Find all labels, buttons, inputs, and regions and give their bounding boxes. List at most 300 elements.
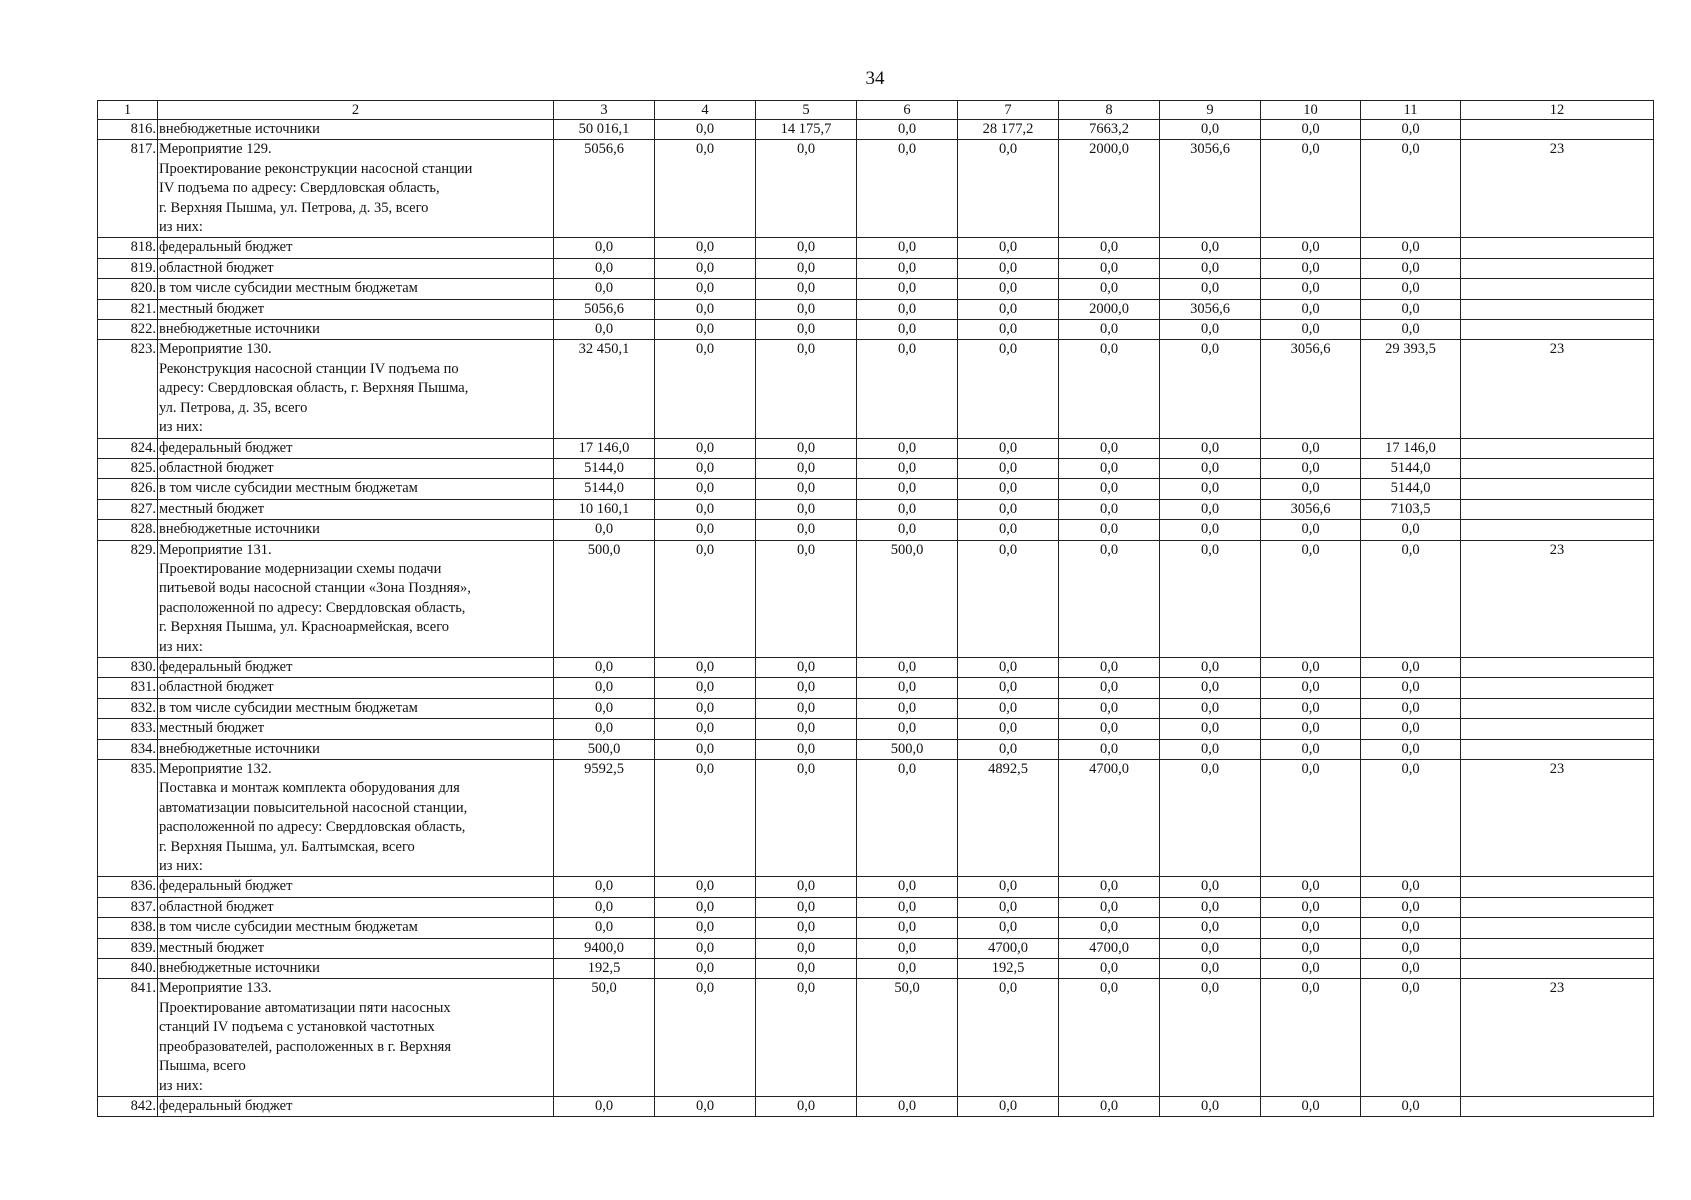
value-cell: 0,0 bbox=[1160, 959, 1261, 979]
value-cell: 0,0 bbox=[1261, 959, 1361, 979]
row-number: 833. bbox=[98, 719, 158, 739]
value-cell: 0,0 bbox=[1160, 540, 1261, 657]
value-cell: 0,0 bbox=[857, 279, 958, 299]
value-cell: 0,0 bbox=[655, 120, 756, 140]
value-cell: 0,0 bbox=[1160, 657, 1261, 677]
value-cell: 0,0 bbox=[958, 258, 1059, 278]
row-number: 817. bbox=[98, 140, 158, 238]
row-number: 826. bbox=[98, 479, 158, 499]
value-cell: 0,0 bbox=[1160, 719, 1261, 739]
note-cell bbox=[1461, 258, 1654, 278]
value-cell: 0,0 bbox=[1059, 499, 1160, 519]
value-cell: 0,0 bbox=[1261, 760, 1361, 877]
value-cell: 0,0 bbox=[1160, 760, 1261, 877]
table-row bbox=[98, 739, 1654, 759]
value-cell: 0,0 bbox=[655, 918, 756, 938]
value-cell: 5056,6 bbox=[554, 299, 655, 319]
row-name: федеральный бюджет bbox=[158, 877, 554, 897]
note-cell bbox=[1461, 698, 1654, 718]
value-cell: 0,0 bbox=[756, 540, 857, 657]
row-number: 825. bbox=[98, 458, 158, 478]
value-cell: 0,0 bbox=[655, 258, 756, 278]
value-cell: 0,0 bbox=[554, 279, 655, 299]
value-cell: 0,0 bbox=[1160, 340, 1261, 438]
row-number: 832. bbox=[98, 698, 158, 718]
table-row bbox=[98, 479, 1654, 499]
value-cell: 0,0 bbox=[655, 320, 756, 340]
value-cell: 0,0 bbox=[857, 918, 958, 938]
value-cell: 0,0 bbox=[1059, 279, 1160, 299]
value-cell: 0,0 bbox=[655, 540, 756, 657]
value-cell: 0,0 bbox=[756, 959, 857, 979]
value-cell: 0,0 bbox=[1361, 719, 1461, 739]
row-number: 819. bbox=[98, 258, 158, 278]
value-cell: 0,0 bbox=[857, 897, 958, 917]
value-cell: 0,0 bbox=[554, 320, 655, 340]
row-name: внебюджетные источники bbox=[158, 959, 554, 979]
value-cell: 4700,0 bbox=[1059, 760, 1160, 877]
value-cell: 0,0 bbox=[1361, 739, 1461, 759]
value-cell: 0,0 bbox=[756, 238, 857, 258]
value-cell: 0,0 bbox=[1361, 678, 1461, 698]
value-cell: 3056,6 bbox=[1261, 499, 1361, 519]
value-cell: 0,0 bbox=[1361, 520, 1461, 540]
row-number: 838. bbox=[98, 918, 158, 938]
value-cell: 0,0 bbox=[857, 698, 958, 718]
table-row bbox=[98, 938, 1654, 958]
value-cell: 0,0 bbox=[756, 499, 857, 519]
value-cell: 0,0 bbox=[1361, 1096, 1461, 1116]
value-cell: 0,0 bbox=[1160, 979, 1261, 1096]
value-cell: 0,0 bbox=[857, 479, 958, 499]
value-cell: 0,0 bbox=[554, 657, 655, 677]
value-cell: 0,0 bbox=[655, 479, 756, 499]
column-number: 12 bbox=[1461, 101, 1654, 120]
value-cell: 0,0 bbox=[655, 719, 756, 739]
column-number-row bbox=[98, 101, 1654, 120]
note-cell bbox=[1461, 877, 1654, 897]
table-row bbox=[98, 258, 1654, 278]
row-name: федеральный бюджет bbox=[158, 1096, 554, 1116]
row-name: Мероприятие 133. Проектирование автоматизации пяти насосных станций IV подъема с установкой частотных преобразователей, расположенных в г. Верхняя Пышма, всего из них: bbox=[158, 979, 554, 1096]
row-number: 827. bbox=[98, 499, 158, 519]
value-cell: 0,0 bbox=[1160, 897, 1261, 917]
value-cell: 0,0 bbox=[756, 279, 857, 299]
note-cell bbox=[1461, 719, 1654, 739]
row-number: 828. bbox=[98, 520, 158, 540]
note-cell: 23 bbox=[1461, 760, 1654, 877]
row-name: областной бюджет bbox=[158, 897, 554, 917]
value-cell: 7103,5 bbox=[1361, 499, 1461, 519]
value-cell: 5144,0 bbox=[1361, 479, 1461, 499]
column-number: 11 bbox=[1361, 101, 1461, 120]
table-row bbox=[98, 320, 1654, 340]
value-cell: 5144,0 bbox=[554, 458, 655, 478]
row-name: в том числе субсидии местным бюджетам bbox=[158, 698, 554, 718]
value-cell: 0,0 bbox=[554, 698, 655, 718]
budget-table bbox=[97, 100, 1654, 1117]
table-row bbox=[98, 540, 1654, 657]
value-cell: 0,0 bbox=[655, 760, 756, 877]
value-cell: 0,0 bbox=[1059, 719, 1160, 739]
row-name: внебюджетные источники bbox=[158, 320, 554, 340]
column-number: 2 bbox=[158, 101, 554, 120]
value-cell: 0,0 bbox=[1361, 238, 1461, 258]
value-cell: 0,0 bbox=[655, 1096, 756, 1116]
value-cell: 0,0 bbox=[554, 1096, 655, 1116]
value-cell: 0,0 bbox=[1261, 320, 1361, 340]
value-cell: 0,0 bbox=[958, 877, 1059, 897]
value-cell: 0,0 bbox=[1059, 1096, 1160, 1116]
value-cell: 0,0 bbox=[1261, 520, 1361, 540]
value-cell: 0,0 bbox=[1261, 739, 1361, 759]
table-row bbox=[98, 299, 1654, 319]
value-cell: 0,0 bbox=[756, 877, 857, 897]
value-cell: 0,0 bbox=[655, 979, 756, 1096]
value-cell: 0,0 bbox=[655, 299, 756, 319]
table-row bbox=[98, 279, 1654, 299]
value-cell: 500,0 bbox=[554, 540, 655, 657]
value-cell: 0,0 bbox=[958, 299, 1059, 319]
value-cell: 0,0 bbox=[1261, 458, 1361, 478]
value-cell: 2000,0 bbox=[1059, 140, 1160, 238]
row-number: 823. bbox=[98, 340, 158, 438]
row-number: 834. bbox=[98, 739, 158, 759]
value-cell: 0,0 bbox=[1160, 1096, 1261, 1116]
row-number: 816. bbox=[98, 120, 158, 140]
value-cell: 0,0 bbox=[1059, 438, 1160, 458]
value-cell: 0,0 bbox=[1059, 877, 1160, 897]
value-cell: 0,0 bbox=[1160, 279, 1261, 299]
value-cell: 0,0 bbox=[1261, 897, 1361, 917]
value-cell: 0,0 bbox=[655, 340, 756, 438]
note-cell: 23 bbox=[1461, 340, 1654, 438]
row-name: внебюджетные источники bbox=[158, 739, 554, 759]
value-cell: 17 146,0 bbox=[554, 438, 655, 458]
row-name: областной бюджет bbox=[158, 458, 554, 478]
row-name: внебюджетные источники bbox=[158, 120, 554, 140]
table-row bbox=[98, 719, 1654, 739]
value-cell: 0,0 bbox=[1361, 120, 1461, 140]
value-cell: 0,0 bbox=[655, 897, 756, 917]
note-cell bbox=[1461, 238, 1654, 258]
value-cell: 0,0 bbox=[1160, 678, 1261, 698]
value-cell: 0,0 bbox=[857, 959, 958, 979]
row-name: внебюджетные источники bbox=[158, 520, 554, 540]
value-cell: 0,0 bbox=[857, 657, 958, 677]
row-number: 839. bbox=[98, 938, 158, 958]
value-cell: 0,0 bbox=[1160, 320, 1261, 340]
value-cell: 0,0 bbox=[1160, 458, 1261, 478]
row-name: Мероприятие 130. Реконструкция насосной станции IV подъема по адресу: Свердловская область, г. Верхняя Пышма, ул. Петрова, д. 35, всего из них: bbox=[158, 340, 554, 438]
value-cell: 0,0 bbox=[756, 299, 857, 319]
value-cell: 0,0 bbox=[756, 320, 857, 340]
value-cell: 0,0 bbox=[1059, 918, 1160, 938]
table-row bbox=[98, 979, 1654, 1096]
value-cell: 0,0 bbox=[1261, 1096, 1361, 1116]
value-cell: 0,0 bbox=[655, 238, 756, 258]
value-cell: 0,0 bbox=[857, 438, 958, 458]
value-cell: 0,0 bbox=[1361, 657, 1461, 677]
value-cell: 29 393,5 bbox=[1361, 340, 1461, 438]
value-cell: 0,0 bbox=[857, 458, 958, 478]
value-cell: 0,0 bbox=[1361, 897, 1461, 917]
row-name: местный бюджет bbox=[158, 499, 554, 519]
note-cell bbox=[1461, 678, 1654, 698]
column-number: 9 bbox=[1160, 101, 1261, 120]
value-cell: 0,0 bbox=[1160, 238, 1261, 258]
value-cell: 0,0 bbox=[857, 499, 958, 519]
value-cell: 0,0 bbox=[958, 719, 1059, 739]
value-cell: 0,0 bbox=[1261, 438, 1361, 458]
value-cell: 0,0 bbox=[756, 938, 857, 958]
row-number: 836. bbox=[98, 877, 158, 897]
note-cell bbox=[1461, 520, 1654, 540]
value-cell: 0,0 bbox=[1059, 678, 1160, 698]
value-cell: 5144,0 bbox=[554, 479, 655, 499]
value-cell: 0,0 bbox=[1160, 739, 1261, 759]
row-name: Мероприятие 129. Проектирование реконструкции насосной станции IV подъема по адресу: Свердловская область, г. Верхняя Пышма, ул. Петрова, д. 35, всего из них: bbox=[158, 140, 554, 238]
value-cell: 0,0 bbox=[958, 1096, 1059, 1116]
table-row bbox=[98, 499, 1654, 519]
value-cell: 0,0 bbox=[1261, 120, 1361, 140]
value-cell: 0,0 bbox=[655, 739, 756, 759]
row-name: Мероприятие 131. Проектирование модернизации схемы подачи питьевой воды насосной станции «Зона Поздняя», расположенной по адресу: Свердловская область, г. Верхняя Пышма, ул. Красноармейская, всего из них: bbox=[158, 540, 554, 657]
value-cell: 0,0 bbox=[857, 877, 958, 897]
note-cell bbox=[1461, 120, 1654, 140]
column-number: 3 bbox=[554, 101, 655, 120]
value-cell: 0,0 bbox=[1261, 678, 1361, 698]
value-cell: 17 146,0 bbox=[1361, 438, 1461, 458]
row-number: 829. bbox=[98, 540, 158, 657]
value-cell: 0,0 bbox=[756, 438, 857, 458]
row-number: 821. bbox=[98, 299, 158, 319]
value-cell: 0,0 bbox=[857, 299, 958, 319]
table-row bbox=[98, 657, 1654, 677]
value-cell: 0,0 bbox=[1261, 979, 1361, 1096]
value-cell: 0,0 bbox=[1361, 877, 1461, 897]
value-cell: 3056,6 bbox=[1261, 340, 1361, 438]
value-cell: 500,0 bbox=[857, 540, 958, 657]
table-row bbox=[98, 760, 1654, 877]
row-number: 841. bbox=[98, 979, 158, 1096]
value-cell: 0,0 bbox=[655, 438, 756, 458]
row-number: 820. bbox=[98, 279, 158, 299]
value-cell: 0,0 bbox=[1059, 520, 1160, 540]
note-cell bbox=[1461, 458, 1654, 478]
row-number: 835. bbox=[98, 760, 158, 877]
value-cell: 0,0 bbox=[655, 279, 756, 299]
value-cell: 0,0 bbox=[958, 320, 1059, 340]
value-cell: 5144,0 bbox=[1361, 458, 1461, 478]
note-cell bbox=[1461, 657, 1654, 677]
value-cell: 0,0 bbox=[655, 499, 756, 519]
value-cell: 0,0 bbox=[958, 918, 1059, 938]
table-row bbox=[98, 458, 1654, 478]
value-cell: 50 016,1 bbox=[554, 120, 655, 140]
value-cell: 9592,5 bbox=[554, 760, 655, 877]
value-cell: 0,0 bbox=[857, 320, 958, 340]
value-cell: 0,0 bbox=[1361, 698, 1461, 718]
value-cell: 0,0 bbox=[1261, 540, 1361, 657]
value-cell: 0,0 bbox=[1361, 938, 1461, 958]
value-cell: 0,0 bbox=[958, 698, 1059, 718]
value-cell: 14 175,7 bbox=[756, 120, 857, 140]
note-cell bbox=[1461, 897, 1654, 917]
value-cell: 0,0 bbox=[857, 719, 958, 739]
value-cell: 4700,0 bbox=[958, 938, 1059, 958]
table-row bbox=[98, 897, 1654, 917]
value-cell: 0,0 bbox=[1160, 258, 1261, 278]
value-cell: 0,0 bbox=[756, 1096, 857, 1116]
note-cell bbox=[1461, 959, 1654, 979]
row-name: местный бюджет bbox=[158, 719, 554, 739]
value-cell: 0,0 bbox=[1160, 520, 1261, 540]
value-cell: 0,0 bbox=[1261, 258, 1361, 278]
value-cell: 0,0 bbox=[1160, 877, 1261, 897]
table-row bbox=[98, 877, 1654, 897]
table-row bbox=[98, 918, 1654, 938]
value-cell: 0,0 bbox=[1261, 938, 1361, 958]
note-cell bbox=[1461, 479, 1654, 499]
value-cell: 0,0 bbox=[958, 678, 1059, 698]
value-cell: 0,0 bbox=[1160, 479, 1261, 499]
note-cell: 23 bbox=[1461, 979, 1654, 1096]
table-row bbox=[98, 698, 1654, 718]
value-cell: 0,0 bbox=[756, 979, 857, 1096]
value-cell: 0,0 bbox=[756, 140, 857, 238]
value-cell: 0,0 bbox=[756, 739, 857, 759]
value-cell: 0,0 bbox=[1059, 340, 1160, 438]
value-cell: 0,0 bbox=[1261, 238, 1361, 258]
value-cell: 0,0 bbox=[1059, 698, 1160, 718]
value-cell: 0,0 bbox=[958, 520, 1059, 540]
value-cell: 50,0 bbox=[554, 979, 655, 1096]
value-cell: 0,0 bbox=[1261, 657, 1361, 677]
value-cell: 0,0 bbox=[554, 877, 655, 897]
value-cell: 0,0 bbox=[857, 140, 958, 238]
value-cell: 0,0 bbox=[554, 258, 655, 278]
page-number: 34 bbox=[865, 68, 885, 89]
value-cell: 0,0 bbox=[857, 520, 958, 540]
value-cell: 0,0 bbox=[1160, 698, 1261, 718]
value-cell: 0,0 bbox=[1361, 279, 1461, 299]
value-cell: 0,0 bbox=[554, 238, 655, 258]
value-cell: 0,0 bbox=[756, 698, 857, 718]
note-cell bbox=[1461, 918, 1654, 938]
row-number: 840. bbox=[98, 959, 158, 979]
value-cell: 0,0 bbox=[857, 678, 958, 698]
row-number: 837. bbox=[98, 897, 158, 917]
value-cell: 0,0 bbox=[1059, 479, 1160, 499]
value-cell: 0,0 bbox=[756, 458, 857, 478]
note-cell bbox=[1461, 320, 1654, 340]
value-cell: 0,0 bbox=[554, 520, 655, 540]
table-row bbox=[98, 678, 1654, 698]
value-cell: 4700,0 bbox=[1059, 938, 1160, 958]
value-cell: 0,0 bbox=[1361, 760, 1461, 877]
value-cell: 0,0 bbox=[1361, 258, 1461, 278]
value-cell: 10 160,1 bbox=[554, 499, 655, 519]
value-cell: 0,0 bbox=[756, 479, 857, 499]
table-row bbox=[98, 140, 1654, 238]
value-cell: 0,0 bbox=[857, 760, 958, 877]
row-number: 818. bbox=[98, 238, 158, 258]
value-cell: 0,0 bbox=[655, 140, 756, 238]
value-cell: 0,0 bbox=[1059, 959, 1160, 979]
value-cell: 0,0 bbox=[655, 520, 756, 540]
value-cell: 0,0 bbox=[1361, 540, 1461, 657]
table-row bbox=[98, 340, 1654, 438]
value-cell: 0,0 bbox=[958, 458, 1059, 478]
table-row bbox=[98, 120, 1654, 140]
note-cell bbox=[1461, 438, 1654, 458]
value-cell: 0,0 bbox=[655, 678, 756, 698]
value-cell: 0,0 bbox=[1059, 238, 1160, 258]
value-cell: 500,0 bbox=[857, 739, 958, 759]
value-cell: 0,0 bbox=[958, 897, 1059, 917]
row-number: 842. bbox=[98, 1096, 158, 1116]
note-cell bbox=[1461, 1096, 1654, 1116]
value-cell: 0,0 bbox=[756, 897, 857, 917]
value-cell: 0,0 bbox=[1160, 438, 1261, 458]
value-cell: 0,0 bbox=[857, 120, 958, 140]
value-cell: 0,0 bbox=[1361, 918, 1461, 938]
column-number: 6 bbox=[857, 101, 958, 120]
value-cell: 0,0 bbox=[1361, 959, 1461, 979]
value-cell: 32 450,1 bbox=[554, 340, 655, 438]
value-cell: 0,0 bbox=[1261, 719, 1361, 739]
value-cell: 0,0 bbox=[958, 140, 1059, 238]
note-cell bbox=[1461, 938, 1654, 958]
value-cell: 0,0 bbox=[554, 897, 655, 917]
value-cell: 5056,6 bbox=[554, 140, 655, 238]
table-row bbox=[98, 520, 1654, 540]
table-row bbox=[98, 438, 1654, 458]
value-cell: 3056,6 bbox=[1160, 140, 1261, 238]
value-cell: 0,0 bbox=[1059, 739, 1160, 759]
value-cell: 0,0 bbox=[958, 979, 1059, 1096]
value-cell: 0,0 bbox=[1361, 320, 1461, 340]
value-cell: 0,0 bbox=[655, 458, 756, 478]
column-number: 5 bbox=[756, 101, 857, 120]
value-cell: 2000,0 bbox=[1059, 299, 1160, 319]
value-cell: 0,0 bbox=[958, 438, 1059, 458]
value-cell: 0,0 bbox=[655, 959, 756, 979]
value-cell: 0,0 bbox=[756, 760, 857, 877]
value-cell: 0,0 bbox=[1261, 479, 1361, 499]
value-cell: 0,0 bbox=[1261, 279, 1361, 299]
value-cell: 0,0 bbox=[857, 340, 958, 438]
row-name: областной бюджет bbox=[158, 258, 554, 278]
value-cell: 0,0 bbox=[554, 918, 655, 938]
row-name: в том числе субсидии местным бюджетам bbox=[158, 279, 554, 299]
value-cell: 0,0 bbox=[958, 739, 1059, 759]
row-name: федеральный бюджет bbox=[158, 238, 554, 258]
column-number: 10 bbox=[1261, 101, 1361, 120]
value-cell: 0,0 bbox=[756, 520, 857, 540]
table-row bbox=[98, 1096, 1654, 1116]
value-cell: 0,0 bbox=[756, 678, 857, 698]
value-cell: 0,0 bbox=[1059, 258, 1160, 278]
value-cell: 0,0 bbox=[1160, 938, 1261, 958]
column-number: 7 bbox=[958, 101, 1059, 120]
value-cell: 0,0 bbox=[958, 499, 1059, 519]
value-cell: 0,0 bbox=[958, 540, 1059, 657]
value-cell: 0,0 bbox=[1361, 299, 1461, 319]
value-cell: 0,0 bbox=[958, 479, 1059, 499]
value-cell: 0,0 bbox=[1160, 499, 1261, 519]
